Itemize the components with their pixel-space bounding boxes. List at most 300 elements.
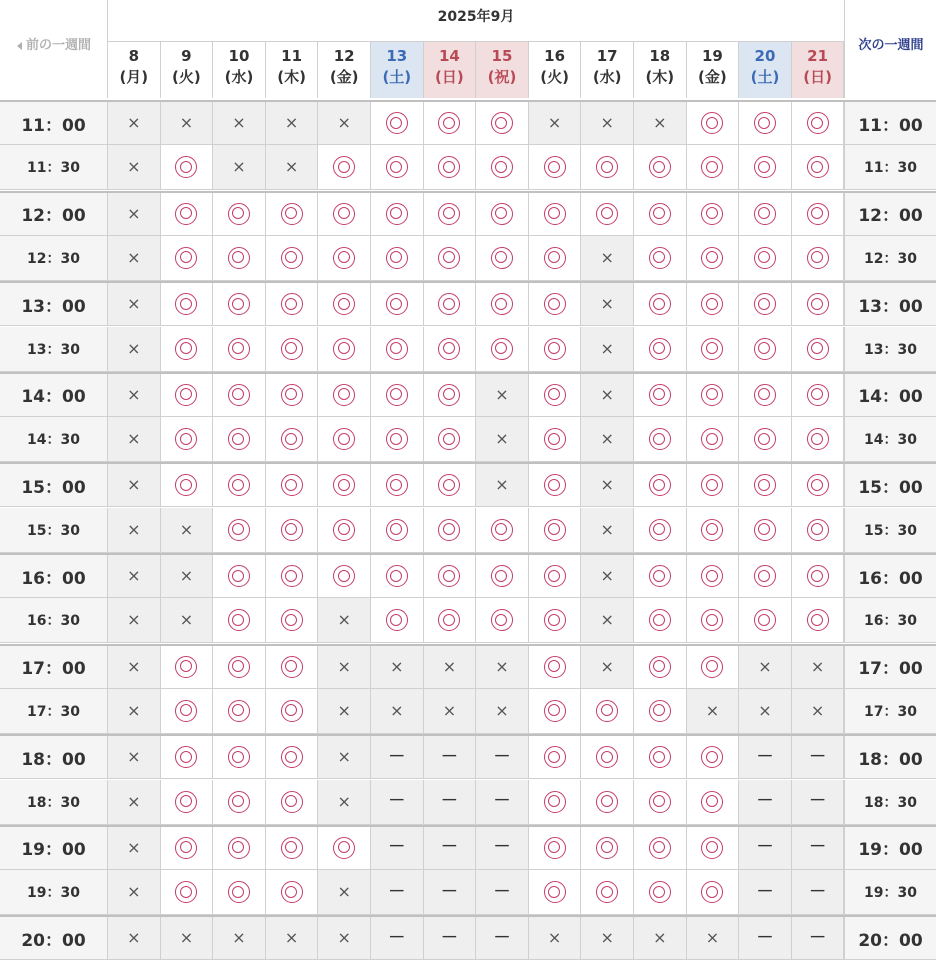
- slot-available[interactable]: [318, 193, 371, 235]
- slot-available[interactable]: [634, 870, 687, 914]
- day-date: 12: [333, 47, 355, 65]
- slot-available[interactable]: [318, 464, 371, 506]
- slot-unavailable: [581, 646, 634, 688]
- slot-available[interactable]: [687, 464, 740, 506]
- slot-unavailable: [108, 145, 161, 189]
- slot-available[interactable]: [687, 417, 740, 461]
- double-circle-icon: [175, 156, 197, 178]
- slot-available[interactable]: [266, 598, 319, 642]
- slot-closed: [476, 870, 529, 914]
- slot-available[interactable]: [266, 827, 319, 869]
- slot-unavailable: [108, 917, 161, 959]
- double-circle-icon: [649, 519, 671, 541]
- dash-icon: －: [756, 791, 774, 811]
- double-circle-icon: [596, 203, 618, 225]
- slot-available[interactable]: [424, 464, 477, 506]
- slot-available[interactable]: [371, 555, 424, 597]
- dash-icon: －: [493, 746, 511, 767]
- double-circle-icon: [386, 565, 408, 587]
- double-circle-icon: [807, 247, 829, 269]
- slot-available[interactable]: [213, 193, 266, 235]
- slot-available[interactable]: [424, 598, 477, 642]
- slot-available[interactable]: [371, 236, 424, 280]
- cross-icon: ×: [337, 747, 351, 767]
- slot-unavailable: [371, 689, 424, 733]
- slot-available[interactable]: [634, 598, 687, 642]
- next-week-button[interactable]: [844, 0, 936, 98]
- slot-available[interactable]: [634, 193, 687, 235]
- double-circle-icon: [386, 247, 408, 269]
- slot-available[interactable]: [792, 598, 845, 642]
- time-label-right: 17：00: [844, 646, 936, 688]
- time-label-left: 19：00: [0, 827, 108, 869]
- slot-available[interactable]: [476, 598, 529, 642]
- slot-available[interactable]: [581, 780, 634, 824]
- slot-available[interactable]: [581, 736, 634, 778]
- slot-available[interactable]: [529, 464, 582, 506]
- time-row: [0, 689, 936, 734]
- double-circle-icon: [544, 247, 566, 269]
- slot-available[interactable]: [371, 283, 424, 325]
- slot-available[interactable]: [161, 374, 214, 416]
- double-circle-icon: [701, 203, 723, 225]
- slot-available[interactable]: [266, 283, 319, 325]
- slot-available[interactable]: [687, 102, 740, 144]
- slot-available[interactable]: [739, 417, 792, 461]
- day-header-9: [161, 42, 214, 98]
- slot-available[interactable]: [529, 780, 582, 824]
- day-weekday: (木): [277, 68, 306, 86]
- slot-available[interactable]: [634, 374, 687, 416]
- slot-unavailable: [318, 870, 371, 914]
- double-circle-icon: [438, 203, 460, 225]
- slot-available[interactable]: [424, 145, 477, 189]
- cross-icon: ×: [127, 294, 141, 314]
- slot-available[interactable]: [687, 145, 740, 189]
- slot-available[interactable]: [213, 827, 266, 869]
- slot-available[interactable]: [739, 193, 792, 235]
- slot-available[interactable]: [687, 327, 740, 371]
- slot-available[interactable]: [792, 555, 845, 597]
- cross-icon: ×: [337, 791, 351, 811]
- slot-available[interactable]: [371, 508, 424, 552]
- double-circle-icon: [333, 247, 355, 269]
- slot-available[interactable]: [529, 689, 582, 733]
- slot-available[interactable]: [476, 283, 529, 325]
- slot-available[interactable]: [266, 464, 319, 506]
- slot-available[interactable]: [529, 508, 582, 552]
- time-label-left: 16：00: [0, 555, 108, 597]
- slot-available[interactable]: [739, 102, 792, 144]
- cross-icon: ×: [337, 700, 351, 720]
- day-weekday: (木): [645, 68, 675, 86]
- slot-available[interactable]: [634, 145, 687, 189]
- double-circle-icon: [754, 156, 776, 178]
- double-circle-icon: [281, 656, 303, 678]
- slot-available[interactable]: [213, 736, 266, 778]
- slot-available[interactable]: [213, 689, 266, 733]
- double-circle-icon: [333, 384, 355, 406]
- double-circle-icon: [649, 156, 671, 178]
- slot-available[interactable]: [634, 327, 687, 371]
- slot-available[interactable]: [476, 236, 529, 280]
- time-label-left: 20：00: [0, 917, 108, 959]
- slot-available[interactable]: [529, 598, 582, 642]
- slot-available[interactable]: [687, 193, 740, 235]
- slot-available[interactable]: [161, 646, 214, 688]
- slot-available[interactable]: [792, 193, 845, 235]
- slot-available[interactable]: [318, 374, 371, 416]
- slot-unavailable: [581, 508, 634, 552]
- next-week-label: 次の一週間: [858, 38, 924, 53]
- slot-closed: [792, 736, 845, 778]
- slot-available[interactable]: [266, 780, 319, 824]
- slot-available[interactable]: [213, 283, 266, 325]
- cross-icon: ×: [600, 294, 614, 314]
- slot-available[interactable]: [476, 327, 529, 371]
- slot-unavailable: [581, 417, 634, 461]
- slot-available[interactable]: [266, 417, 319, 461]
- dash-icon: －: [440, 837, 458, 858]
- slot-unavailable: [581, 555, 634, 597]
- slot-available[interactable]: [634, 283, 687, 325]
- slot-available[interactable]: [424, 555, 477, 597]
- slot-available[interactable]: [266, 508, 319, 552]
- slot-unavailable: [108, 464, 161, 506]
- double-circle-icon: [807, 338, 829, 360]
- slot-available[interactable]: [213, 417, 266, 461]
- slot-available[interactable]: [687, 374, 740, 416]
- double-circle-icon: [386, 112, 408, 134]
- slot-available[interactable]: [634, 736, 687, 778]
- slot-available[interactable]: [371, 193, 424, 235]
- slot-available[interactable]: [476, 102, 529, 144]
- slot-available[interactable]: [213, 555, 266, 597]
- day-header-8: [108, 42, 161, 98]
- cross-icon: ×: [127, 338, 141, 358]
- slot-available[interactable]: [792, 374, 845, 416]
- slot-available[interactable]: [581, 870, 634, 914]
- slot-available[interactable]: [424, 374, 477, 416]
- slot-available[interactable]: [792, 145, 845, 189]
- slot-available[interactable]: [476, 145, 529, 189]
- double-circle-icon: [228, 293, 250, 315]
- slot-unavailable: [792, 689, 845, 733]
- double-circle-icon: [544, 384, 566, 406]
- slot-available[interactable]: [581, 145, 634, 189]
- slot-available[interactable]: [424, 193, 477, 235]
- slot-available[interactable]: [634, 689, 687, 733]
- double-circle-icon: [281, 519, 303, 541]
- double-circle-icon: [596, 746, 618, 768]
- slot-available[interactable]: [687, 827, 740, 869]
- slot-available[interactable]: [634, 508, 687, 552]
- slot-available[interactable]: [792, 102, 845, 144]
- slot-available[interactable]: [161, 870, 214, 914]
- prev-week-button[interactable]: [0, 0, 108, 98]
- slot-available[interactable]: [424, 236, 477, 280]
- double-circle-icon: [175, 837, 197, 859]
- cross-icon: ×: [232, 113, 246, 132]
- double-circle-icon: [544, 700, 566, 722]
- slot-available[interactable]: [529, 827, 582, 869]
- time-label-left: 16：30: [0, 598, 108, 642]
- slot-available[interactable]: [318, 417, 371, 461]
- double-circle-icon: [175, 203, 197, 225]
- slot-available[interactable]: [739, 374, 792, 416]
- slot-available[interactable]: [318, 508, 371, 552]
- double-circle-icon: [438, 609, 460, 631]
- dash-icon: －: [388, 881, 406, 902]
- double-circle-icon: [544, 837, 566, 859]
- slot-available[interactable]: [476, 508, 529, 552]
- day-header-13: [371, 42, 424, 98]
- slot-available[interactable]: [792, 327, 845, 371]
- slot-available[interactable]: [792, 236, 845, 280]
- slot-available[interactable]: [529, 236, 582, 280]
- cross-icon: ×: [127, 429, 141, 449]
- slot-available[interactable]: [161, 689, 214, 733]
- slot-available[interactable]: [529, 145, 582, 189]
- slot-available[interactable]: [161, 464, 214, 506]
- cross-icon: ×: [284, 113, 299, 132]
- slot-available[interactable]: [371, 145, 424, 189]
- time-label-right: 11：30: [844, 145, 936, 189]
- double-circle-icon: [754, 565, 776, 587]
- time-row: [0, 598, 936, 643]
- slot-available[interactable]: [529, 555, 582, 597]
- slot-available[interactable]: [161, 145, 214, 189]
- slot-available[interactable]: [213, 780, 266, 824]
- slot-available[interactable]: [371, 374, 424, 416]
- double-circle-icon: [544, 791, 566, 813]
- slot-available[interactable]: [266, 689, 319, 733]
- slot-available[interactable]: [529, 870, 582, 914]
- slot-unavailable: [108, 193, 161, 235]
- slot-available[interactable]: [739, 464, 792, 506]
- slot-available[interactable]: [634, 827, 687, 869]
- slot-available[interactable]: [318, 283, 371, 325]
- dash-icon: －: [756, 837, 774, 858]
- time-label-right: 18：30: [844, 780, 936, 824]
- slot-available[interactable]: [371, 464, 424, 506]
- slot-available[interactable]: [266, 327, 319, 371]
- slot-available[interactable]: [687, 236, 740, 280]
- cross-icon: ×: [179, 610, 194, 630]
- slot-available[interactable]: [739, 327, 792, 371]
- slot-available[interactable]: [529, 374, 582, 416]
- slot-available[interactable]: [634, 780, 687, 824]
- slot-available[interactable]: [792, 464, 845, 506]
- slot-available[interactable]: [318, 236, 371, 280]
- slot-available[interactable]: [687, 870, 740, 914]
- day-date: 10: [228, 47, 250, 65]
- slot-closed: [424, 780, 477, 824]
- slot-available[interactable]: [687, 508, 740, 552]
- double-circle-icon: [281, 881, 303, 903]
- slot-available[interactable]: [739, 145, 792, 189]
- slot-available[interactable]: [529, 417, 582, 461]
- double-circle-icon: [701, 881, 723, 903]
- slot-available[interactable]: [213, 646, 266, 688]
- slot-available[interactable]: [687, 598, 740, 642]
- time-row: [0, 734, 936, 779]
- cross-icon: ×: [600, 475, 614, 495]
- time-label-right: 18：00: [844, 736, 936, 778]
- slot-available[interactable]: [371, 327, 424, 371]
- slot-unavailable: [108, 598, 161, 642]
- double-circle-icon: [754, 519, 776, 541]
- slot-available[interactable]: [213, 327, 266, 371]
- double-circle-icon: [701, 656, 723, 678]
- double-circle-icon: [228, 791, 250, 813]
- slot-available[interactable]: [476, 555, 529, 597]
- slot-available[interactable]: [371, 598, 424, 642]
- slot-available[interactable]: [529, 283, 582, 325]
- slot-closed: [424, 827, 477, 869]
- slot-available[interactable]: [266, 193, 319, 235]
- cross-icon: ×: [179, 113, 194, 132]
- slot-available[interactable]: [792, 417, 845, 461]
- slot-available[interactable]: [634, 555, 687, 597]
- double-circle-icon: [754, 338, 776, 360]
- slot-available[interactable]: [424, 417, 477, 461]
- slot-available[interactable]: [424, 327, 477, 371]
- slot-available[interactable]: [424, 508, 477, 552]
- slot-available[interactable]: [739, 508, 792, 552]
- slot-closed: [476, 917, 529, 959]
- slot-available[interactable]: [266, 870, 319, 914]
- slot-available[interactable]: [581, 827, 634, 869]
- slot-available[interactable]: [161, 283, 214, 325]
- slot-available[interactable]: [161, 327, 214, 371]
- day-date: 21: [807, 47, 829, 65]
- slot-available[interactable]: [213, 236, 266, 280]
- double-circle-icon: [544, 156, 566, 178]
- slot-available[interactable]: [161, 193, 214, 235]
- slot-available[interactable]: [634, 236, 687, 280]
- slot-available[interactable]: [581, 193, 634, 235]
- slot-unavailable: [318, 598, 371, 642]
- double-circle-icon: [754, 203, 776, 225]
- slot-available[interactable]: [266, 736, 319, 778]
- double-circle-icon: [649, 384, 671, 406]
- slot-available[interactable]: [634, 464, 687, 506]
- slot-available[interactable]: [371, 417, 424, 461]
- slot-available[interactable]: [792, 283, 845, 325]
- time-row: [0, 191, 936, 236]
- double-circle-icon: [333, 338, 355, 360]
- slot-available[interactable]: [161, 417, 214, 461]
- slot-unavailable: [108, 870, 161, 914]
- slot-unavailable: [108, 236, 161, 280]
- slot-available[interactable]: [213, 464, 266, 506]
- time-label-left: 17：30: [0, 689, 108, 733]
- slot-unavailable: [108, 646, 161, 688]
- day-header-11: [266, 42, 319, 98]
- slot-unavailable: [108, 827, 161, 869]
- slot-available[interactable]: [529, 736, 582, 778]
- time-row: [0, 644, 936, 689]
- slot-available[interactable]: [529, 327, 582, 371]
- slot-unavailable: [687, 917, 740, 959]
- slot-available[interactable]: [318, 145, 371, 189]
- slot-available[interactable]: [634, 646, 687, 688]
- slot-available[interactable]: [266, 555, 319, 597]
- slot-available[interactable]: [739, 236, 792, 280]
- cross-icon: ×: [495, 475, 509, 495]
- slot-available[interactable]: [424, 283, 477, 325]
- slot-available[interactable]: [476, 193, 529, 235]
- slot-available[interactable]: [529, 193, 582, 235]
- cross-icon: ×: [442, 656, 457, 676]
- slot-available[interactable]: [161, 780, 214, 824]
- dash-icon: －: [440, 927, 458, 948]
- slot-available[interactable]: [213, 374, 266, 416]
- cross-icon: ×: [127, 791, 141, 811]
- slot-available[interactable]: [687, 555, 740, 597]
- slot-available[interactable]: [318, 555, 371, 597]
- slot-available[interactable]: [687, 646, 740, 688]
- double-circle-icon: [649, 203, 671, 225]
- slot-available[interactable]: [687, 283, 740, 325]
- slot-available[interactable]: [161, 736, 214, 778]
- double-circle-icon: [807, 565, 829, 587]
- time-row: [0, 553, 936, 598]
- slot-available[interactable]: [213, 508, 266, 552]
- slot-unavailable: [529, 102, 582, 144]
- slot-available[interactable]: [739, 598, 792, 642]
- double-circle-icon: [333, 428, 355, 450]
- slot-available[interactable]: [739, 283, 792, 325]
- slot-available[interactable]: [792, 508, 845, 552]
- day-weekday: (水): [224, 68, 254, 86]
- slot-available[interactable]: [213, 598, 266, 642]
- slot-available[interactable]: [213, 870, 266, 914]
- slot-available[interactable]: [266, 646, 319, 688]
- slot-available[interactable]: [581, 689, 634, 733]
- double-circle-icon: [701, 474, 723, 496]
- slot-available[interactable]: [687, 780, 740, 824]
- slot-available[interactable]: [161, 827, 214, 869]
- slot-unavailable: [476, 464, 529, 506]
- cross-icon: ×: [390, 700, 404, 720]
- slot-available[interactable]: [424, 102, 477, 144]
- cross-icon: ×: [547, 113, 562, 132]
- double-circle-icon: [754, 384, 776, 406]
- slot-available[interactable]: [529, 646, 582, 688]
- slot-available[interactable]: [739, 555, 792, 597]
- time-label-right: 12：00: [844, 193, 936, 235]
- slot-available[interactable]: [161, 236, 214, 280]
- slot-available[interactable]: [687, 736, 740, 778]
- cross-icon: ×: [600, 519, 614, 539]
- slot-available[interactable]: [266, 236, 319, 280]
- slot-available[interactable]: [318, 827, 371, 869]
- time-row: [0, 327, 936, 372]
- double-circle-icon: [228, 656, 250, 678]
- slot-unavailable: [318, 102, 371, 144]
- slot-available[interactable]: [266, 374, 319, 416]
- day-date: 19: [701, 47, 723, 65]
- double-circle-icon: [438, 156, 460, 178]
- slot-available[interactable]: [318, 327, 371, 371]
- slot-available[interactable]: [634, 417, 687, 461]
- time-row: [0, 462, 936, 507]
- double-circle-icon: [649, 428, 671, 450]
- slot-available[interactable]: [371, 102, 424, 144]
- double-circle-icon: [544, 428, 566, 450]
